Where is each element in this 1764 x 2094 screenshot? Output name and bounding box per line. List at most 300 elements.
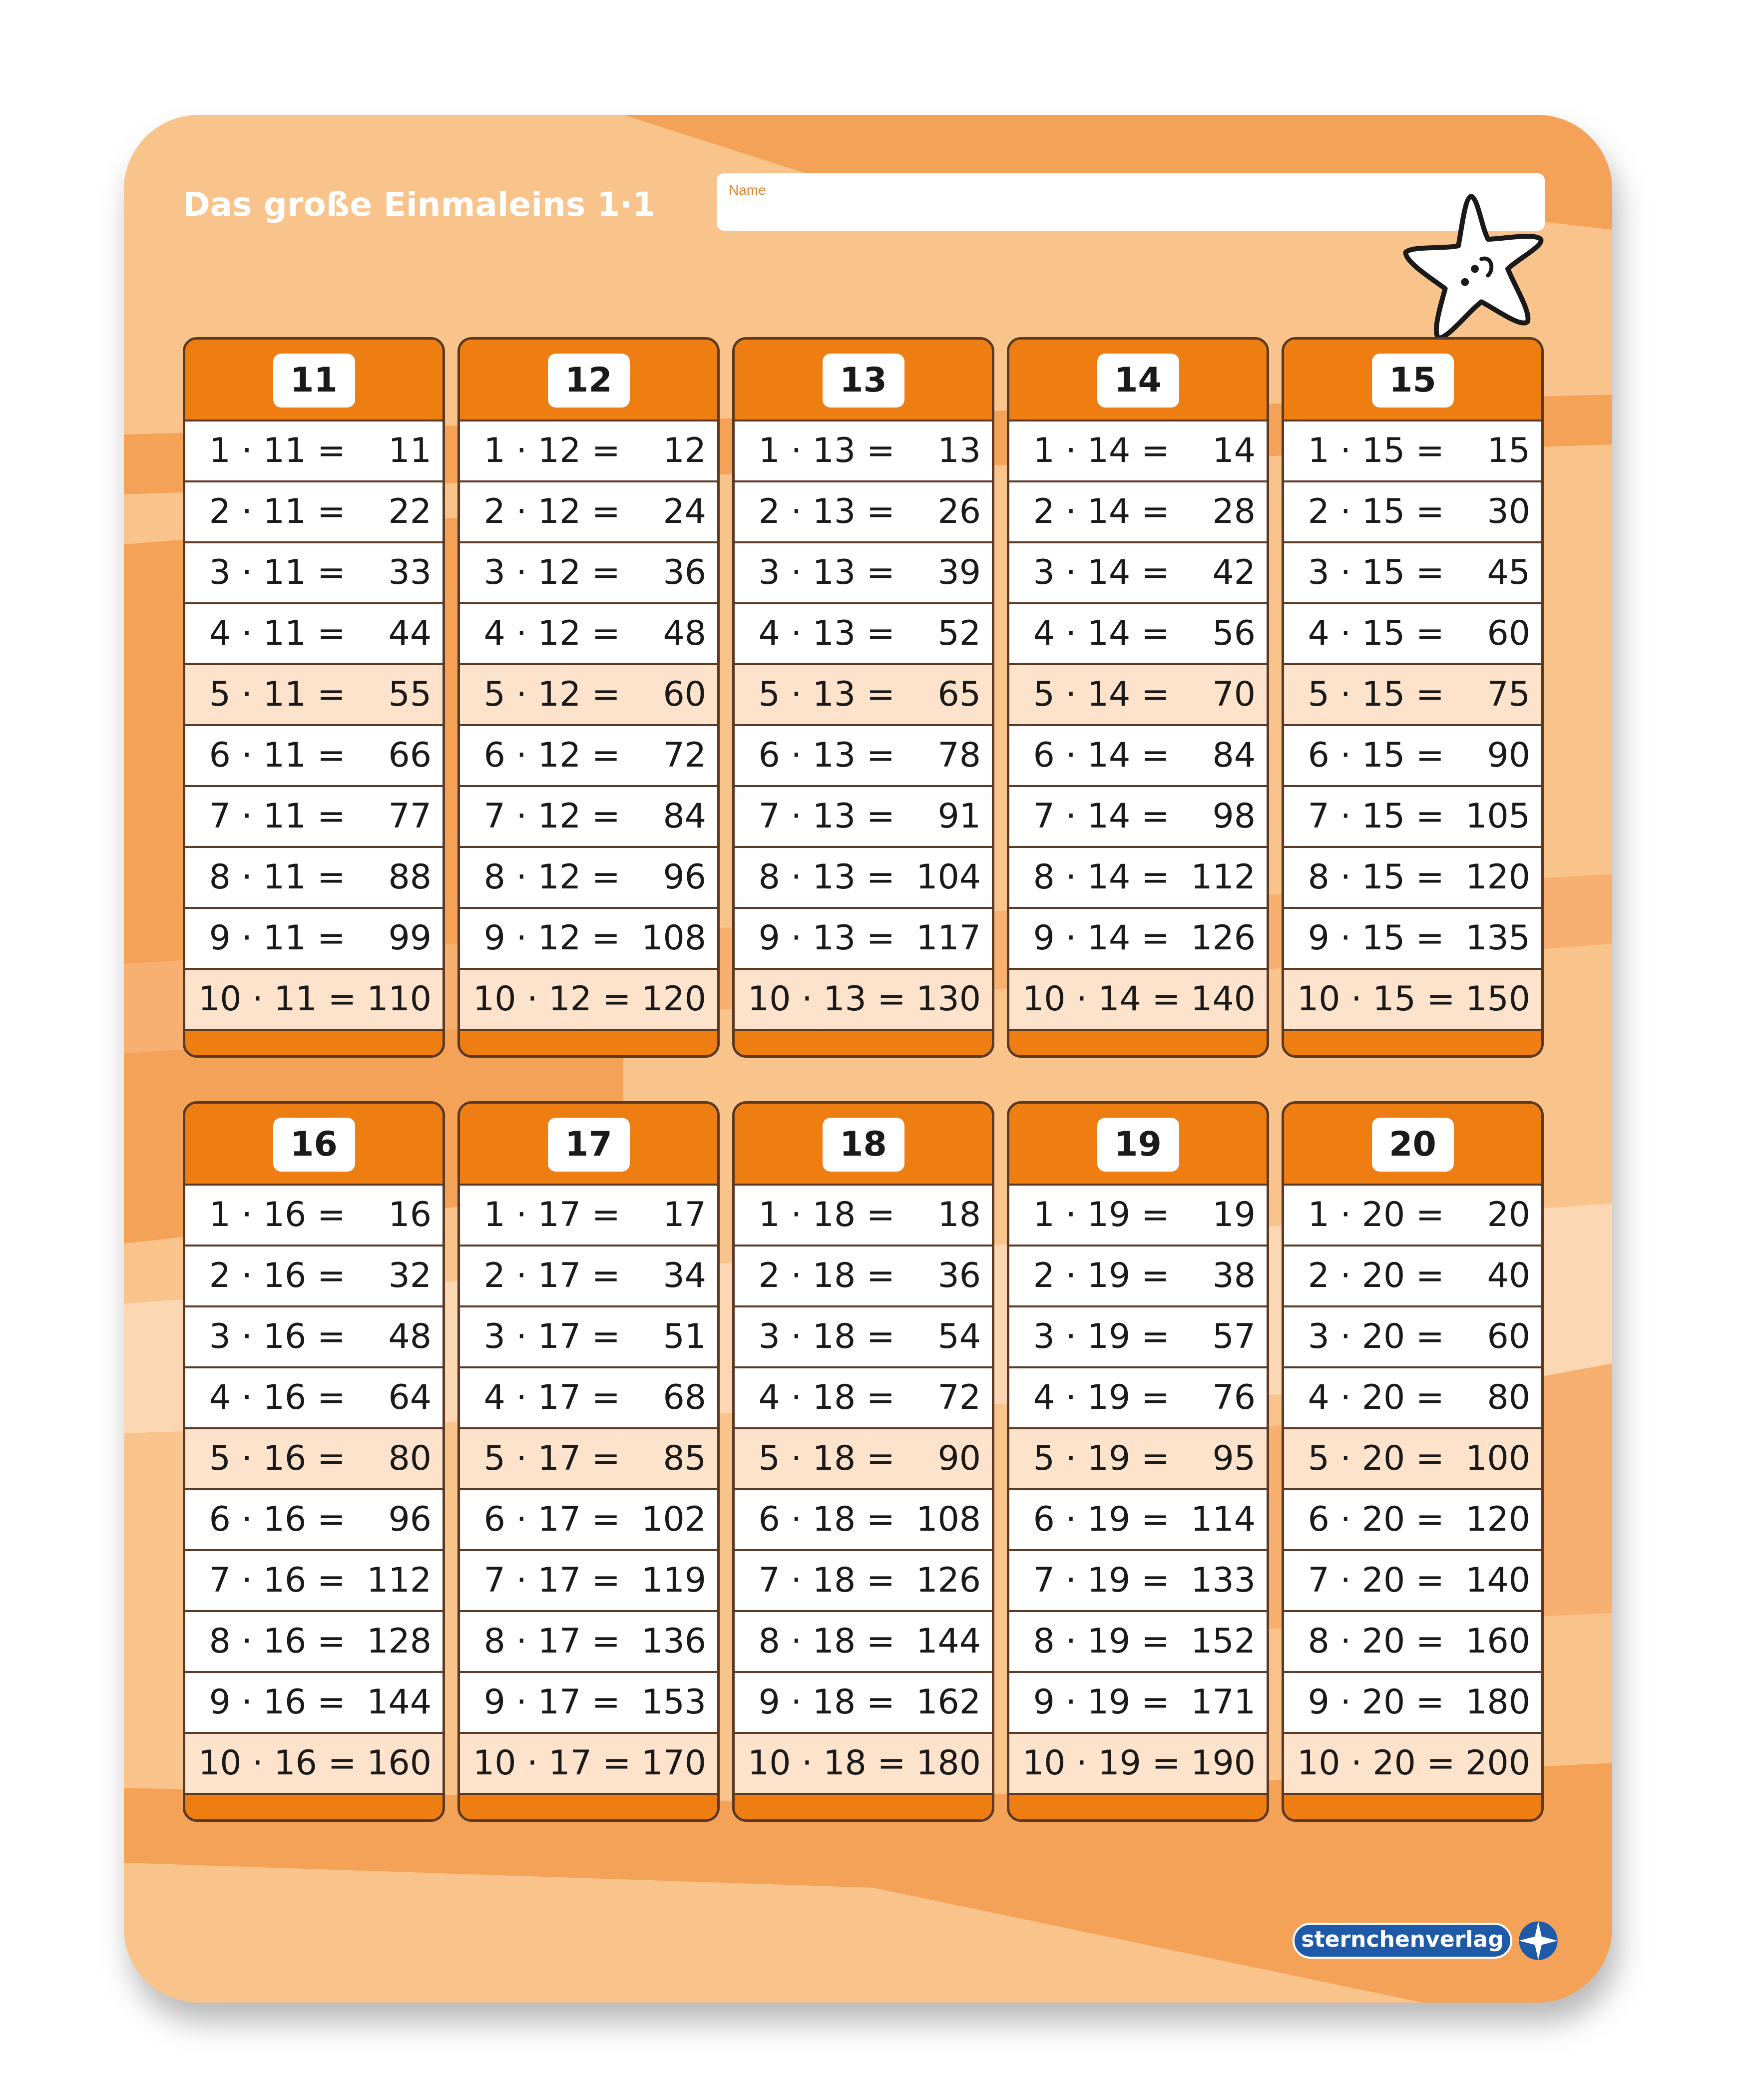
equation: 1 · 20 = <box>1297 1195 1444 1235</box>
equation: 1 · 17 = <box>473 1195 620 1235</box>
equation: 5 · 16 = <box>198 1439 346 1478</box>
result: 117 <box>916 918 981 958</box>
table-row <box>460 480 717 541</box>
result: 60 <box>1487 614 1530 653</box>
equation: 3 · 19 = <box>1022 1317 1170 1356</box>
equation: 3 · 17 = <box>473 1317 620 1356</box>
table-row <box>460 1245 717 1305</box>
table-row <box>735 724 992 785</box>
result: 120 <box>1465 1500 1530 1539</box>
table-row <box>1009 1184 1267 1245</box>
result: 108 <box>641 918 706 958</box>
table-row <box>735 1245 992 1305</box>
table-row <box>1284 968 1541 1029</box>
card-bottom-line <box>1284 1029 1541 1031</box>
equation: 8 · 18 = <box>748 1622 895 1661</box>
equation: 7 · 17 = <box>473 1561 620 1600</box>
equation: 10 · 20 = <box>1297 1743 1455 1783</box>
table-card-header <box>460 340 717 419</box>
equation: 2 · 13 = <box>748 492 895 531</box>
equation: 6 · 20 = <box>1297 1500 1444 1539</box>
table-number-label: 13 <box>823 354 904 408</box>
equation: 9 · 18 = <box>748 1682 895 1722</box>
table-row <box>460 1671 717 1732</box>
table-row <box>460 785 717 846</box>
equation: 6 · 17 = <box>473 1500 620 1539</box>
table-row <box>460 907 717 968</box>
table-rows <box>735 1184 992 1793</box>
result: 30 <box>1487 492 1530 531</box>
table-row <box>1009 541 1267 602</box>
equation: 9 · 20 = <box>1297 1682 1444 1722</box>
result: 19 <box>1212 1195 1256 1235</box>
table-row <box>460 1610 717 1671</box>
table-row <box>735 846 992 907</box>
table-row <box>1284 1184 1541 1245</box>
result: 14 <box>1212 431 1256 470</box>
table-card-header <box>1009 1104 1267 1184</box>
equation: 7 · 19 = <box>1022 1561 1170 1600</box>
result: 104 <box>916 857 981 897</box>
equation: 10 · 12 = <box>473 979 631 1019</box>
result: 51 <box>663 1317 706 1356</box>
table-number-label: 18 <box>823 1118 904 1172</box>
table-row <box>460 1184 717 1245</box>
table-row <box>460 1305 717 1366</box>
table-card-header <box>185 1104 442 1184</box>
equation: 2 · 16 = <box>198 1256 346 1295</box>
table-row <box>460 663 717 724</box>
equation: 3 · 20 = <box>1297 1317 1444 1356</box>
result: 64 <box>388 1378 432 1417</box>
equation: 3 · 16 = <box>198 1317 346 1356</box>
equation: 6 · 14 = <box>1022 736 1170 775</box>
equation: 2 · 14 = <box>1022 492 1170 531</box>
starfish-icon <box>1392 190 1557 355</box>
result: 144 <box>916 1622 981 1661</box>
result: 36 <box>937 1256 981 1295</box>
result: 190 <box>1191 1743 1256 1783</box>
card-bottom-line <box>460 1793 717 1795</box>
table-row <box>1284 1245 1541 1305</box>
table-card-17 <box>457 1101 720 1822</box>
table-row <box>735 1610 992 1671</box>
table-card-header <box>735 340 992 419</box>
equation: 7 · 20 = <box>1297 1561 1444 1600</box>
result: 36 <box>663 553 706 592</box>
equation: 9 · 16 = <box>198 1682 346 1722</box>
equation: 8 · 12 = <box>473 857 620 897</box>
equation: 4 · 14 = <box>1022 614 1170 653</box>
table-card-13 <box>732 337 994 1058</box>
result: 153 <box>641 1682 706 1722</box>
table-row <box>1284 1610 1541 1671</box>
table-row <box>460 1732 717 1793</box>
table-row <box>185 907 442 968</box>
table-rows <box>1009 1184 1267 1793</box>
equation: 6 · 15 = <box>1297 736 1444 775</box>
result: 40 <box>1487 1256 1530 1295</box>
result: 77 <box>388 797 432 836</box>
equation: 7 · 14 = <box>1022 797 1170 836</box>
result: 18 <box>937 1195 981 1235</box>
result: 80 <box>388 1439 432 1478</box>
equation: 9 · 13 = <box>748 918 895 958</box>
result: 133 <box>1191 1561 1256 1600</box>
equation: 8 · 13 = <box>748 857 895 897</box>
result: 170 <box>641 1743 706 1783</box>
result: 180 <box>916 1743 981 1783</box>
table-row <box>735 663 992 724</box>
card-bottom-line <box>1009 1793 1267 1795</box>
table-rows <box>460 1184 717 1793</box>
result: 96 <box>663 857 706 897</box>
table-row <box>1284 1427 1541 1488</box>
publisher-logo <box>1293 1923 1512 1959</box>
result: 39 <box>937 553 981 592</box>
result: 75 <box>1487 675 1530 714</box>
result: 110 <box>367 979 432 1019</box>
table-row <box>460 1366 717 1427</box>
table-rows <box>460 419 717 1029</box>
result: 120 <box>1465 857 1530 897</box>
result: 152 <box>1191 1622 1256 1661</box>
table-row <box>1009 663 1267 724</box>
table-rows <box>1009 419 1267 1029</box>
table-row <box>185 1488 442 1549</box>
table-row <box>185 1305 442 1366</box>
table-row <box>735 1305 992 1366</box>
table-row <box>460 846 717 907</box>
result: 38 <box>1212 1256 1256 1295</box>
equation: 4 · 13 = <box>748 614 895 653</box>
result: 44 <box>388 614 432 653</box>
equation: 4 · 19 = <box>1022 1378 1170 1417</box>
result: 20 <box>1487 1195 1530 1235</box>
table-row <box>735 1671 992 1732</box>
result: 98 <box>1212 797 1256 836</box>
equation: 2 · 19 = <box>1022 1256 1170 1295</box>
result: 150 <box>1465 979 1530 1019</box>
result: 72 <box>937 1378 981 1417</box>
result: 28 <box>1212 492 1256 531</box>
table-row <box>735 419 992 480</box>
result: 160 <box>1465 1622 1530 1661</box>
result: 42 <box>1212 553 1256 592</box>
table-row <box>185 1610 442 1671</box>
result: 126 <box>1191 918 1256 958</box>
equation: 2 · 15 = <box>1297 492 1444 531</box>
table-number-label: 11 <box>273 354 355 408</box>
equation: 10 · 18 = <box>748 1743 906 1783</box>
result: 70 <box>1212 675 1256 714</box>
table-row <box>1009 1245 1267 1305</box>
table-card-header <box>1284 340 1541 419</box>
table-row <box>1009 1732 1267 1793</box>
result: 13 <box>937 431 981 470</box>
table-row <box>1284 1549 1541 1610</box>
result: 78 <box>937 736 981 775</box>
equation: 1 · 12 = <box>473 431 620 470</box>
result: 17 <box>663 1195 706 1235</box>
result: 105 <box>1465 797 1530 836</box>
table-row <box>735 1732 992 1793</box>
equation: 8 · 17 = <box>473 1622 620 1661</box>
table-rows <box>1284 419 1541 1029</box>
table-row <box>1009 602 1267 663</box>
result: 16 <box>388 1195 432 1235</box>
equation: 3 · 14 = <box>1022 553 1170 592</box>
result: 136 <box>641 1622 706 1661</box>
table-row <box>1009 1427 1267 1488</box>
table-row <box>1009 1549 1267 1610</box>
result: 68 <box>663 1378 706 1417</box>
table-row <box>1284 1732 1541 1793</box>
table-card-header <box>1284 1104 1541 1184</box>
result: 84 <box>1212 736 1256 775</box>
result: 33 <box>388 553 432 592</box>
table-row <box>1284 907 1541 968</box>
equation: 10 · 19 = <box>1022 1743 1181 1783</box>
equation: 9 · 14 = <box>1022 918 1170 958</box>
equation: 9 · 15 = <box>1297 918 1444 958</box>
result: 162 <box>916 1682 981 1722</box>
table-row <box>1284 663 1541 724</box>
table-card-14 <box>1007 337 1269 1058</box>
equation: 4 · 16 = <box>198 1378 346 1417</box>
result: 130 <box>916 979 981 1019</box>
equation: 5 · 19 = <box>1022 1439 1170 1478</box>
result: 55 <box>388 675 432 714</box>
table-row <box>185 541 442 602</box>
equation: 1 · 19 = <box>1022 1195 1170 1235</box>
table-card-12 <box>457 337 720 1058</box>
result: 144 <box>367 1682 432 1722</box>
result: 140 <box>1191 979 1256 1019</box>
card-bottom-line <box>735 1793 992 1795</box>
table-row <box>185 419 442 480</box>
table-card-header <box>735 1104 992 1184</box>
equation: 1 · 11 = <box>198 431 346 470</box>
result: 95 <box>1212 1439 1256 1478</box>
equation: 7 · 16 = <box>198 1561 346 1600</box>
equation: 5 · 14 = <box>1022 675 1170 714</box>
result: 90 <box>937 1439 981 1478</box>
result: 120 <box>641 979 706 1019</box>
result: 48 <box>663 614 706 653</box>
equation: 9 · 11 = <box>198 918 346 958</box>
equation: 4 · 17 = <box>473 1378 620 1417</box>
equation: 3 · 15 = <box>1297 553 1444 592</box>
publisher-name: sternchenverlag <box>1301 1927 1504 1952</box>
equation: 5 · 17 = <box>473 1439 620 1478</box>
card-bottom-line <box>1284 1793 1541 1795</box>
table-number-label: 12 <box>548 354 630 408</box>
result: 84 <box>663 797 706 836</box>
table-row <box>1009 785 1267 846</box>
table-card-15 <box>1282 337 1544 1058</box>
table-row <box>735 1366 992 1427</box>
star-icon <box>1517 1920 1559 1962</box>
table-row <box>460 1488 717 1549</box>
result: 171 <box>1191 1682 1256 1722</box>
equation: 2 · 11 = <box>198 492 346 531</box>
table-row <box>1284 1671 1541 1732</box>
table-row <box>185 1427 442 1488</box>
table-row <box>185 785 442 846</box>
table-card-16 <box>183 1101 445 1822</box>
equation: 10 · 17 = <box>473 1743 631 1783</box>
table-number-label: 17 <box>548 1118 630 1172</box>
table-row <box>1009 419 1267 480</box>
table-row <box>1009 724 1267 785</box>
table-number-label: 19 <box>1097 1118 1179 1172</box>
result: 112 <box>1191 857 1256 897</box>
table-row <box>1009 846 1267 907</box>
table-row <box>460 968 717 1029</box>
card-bottom-line <box>185 1029 442 1031</box>
result: 126 <box>916 1561 981 1600</box>
equation: 8 · 16 = <box>198 1622 346 1661</box>
table-row <box>1284 1488 1541 1549</box>
equation: 1 · 14 = <box>1022 431 1170 470</box>
table-row <box>185 968 442 1029</box>
table-row <box>460 724 717 785</box>
equation: 5 · 12 = <box>473 675 620 714</box>
table-row <box>735 1427 992 1488</box>
table-card-20 <box>1282 1101 1544 1822</box>
table-row <box>735 1488 992 1549</box>
table-row <box>735 1184 992 1245</box>
equation: 1 · 15 = <box>1297 431 1444 470</box>
equation: 7 · 15 = <box>1297 797 1444 836</box>
table-row <box>1009 1366 1267 1427</box>
equation: 3 · 13 = <box>748 553 895 592</box>
result: 65 <box>937 675 981 714</box>
table-row <box>735 541 992 602</box>
table-row <box>1284 480 1541 541</box>
table-row <box>1284 724 1541 785</box>
table-row <box>1284 1305 1541 1366</box>
result: 76 <box>1212 1378 1256 1417</box>
equation: 2 · 12 = <box>473 492 620 531</box>
result: 112 <box>367 1561 432 1600</box>
card-bottom-line <box>460 1029 717 1031</box>
result: 57 <box>1212 1317 1256 1356</box>
result: 26 <box>937 492 981 531</box>
equation: 5 · 20 = <box>1297 1439 1444 1478</box>
table-row <box>735 785 992 846</box>
result: 48 <box>388 1317 432 1356</box>
result: 60 <box>663 675 706 714</box>
equation: 1 · 18 = <box>748 1195 895 1235</box>
result: 128 <box>367 1622 432 1661</box>
equation: 8 · 19 = <box>1022 1622 1170 1661</box>
equation: 9 · 17 = <box>473 1682 620 1722</box>
result: 91 <box>937 797 981 836</box>
table-row <box>1284 541 1541 602</box>
table-card-header <box>460 1104 717 1184</box>
equation: 2 · 20 = <box>1297 1256 1444 1295</box>
table-row <box>185 1671 442 1732</box>
equation: 10 · 13 = <box>748 979 906 1019</box>
result: 108 <box>916 1500 981 1539</box>
table-row <box>460 419 717 480</box>
result: 66 <box>388 736 432 775</box>
result: 140 <box>1465 1561 1530 1600</box>
equation: 4 · 12 = <box>473 614 620 653</box>
equation: 1 · 16 = <box>198 1195 346 1235</box>
card-bottom-line <box>185 1793 442 1795</box>
result: 24 <box>663 492 706 531</box>
result: 99 <box>388 918 432 958</box>
table-card-19 <box>1007 1101 1269 1822</box>
table-row <box>1009 907 1267 968</box>
table-rows <box>735 419 992 1029</box>
page-title: Das große Einmaleins 1·1 <box>183 185 656 224</box>
table-row <box>185 602 442 663</box>
equation: 4 · 20 = <box>1297 1378 1444 1417</box>
table-row <box>460 1549 717 1610</box>
result: 90 <box>1487 736 1530 775</box>
equation: 6 · 12 = <box>473 736 620 775</box>
table-number-label: 20 <box>1372 1118 1454 1172</box>
table-row <box>185 1184 442 1245</box>
table-row <box>1284 602 1541 663</box>
result: 45 <box>1487 553 1530 592</box>
equation: 2 · 17 = <box>473 1256 620 1295</box>
result: 15 <box>1487 431 1530 470</box>
table-row <box>1009 968 1267 1029</box>
equation: 10 · 11 = <box>198 979 357 1019</box>
table-row <box>1009 1610 1267 1671</box>
equation: 5 · 11 = <box>198 675 346 714</box>
result: 56 <box>1212 614 1256 653</box>
result: 200 <box>1465 1743 1530 1783</box>
table-row <box>735 968 992 1029</box>
table-card-header <box>1009 340 1267 419</box>
equation: 7 · 13 = <box>748 797 895 836</box>
equation: 7 · 12 = <box>473 797 620 836</box>
result: 88 <box>388 857 432 897</box>
table-rows <box>185 1184 442 1793</box>
result: 180 <box>1465 1682 1530 1722</box>
equation: 8 · 20 = <box>1297 1622 1444 1661</box>
result: 22 <box>388 492 432 531</box>
result: 34 <box>663 1256 706 1295</box>
table-number-label: 16 <box>273 1118 355 1172</box>
result: 100 <box>1465 1439 1530 1478</box>
result: 80 <box>1487 1378 1530 1417</box>
equation: 3 · 18 = <box>748 1317 895 1356</box>
result: 32 <box>388 1256 432 1295</box>
equation: 9 · 12 = <box>473 918 620 958</box>
result: 119 <box>641 1561 706 1600</box>
table-row <box>185 1245 442 1305</box>
table-card-18 <box>732 1101 994 1822</box>
equation: 5 · 18 = <box>748 1439 895 1478</box>
result: 72 <box>663 736 706 775</box>
multiplication-board <box>124 115 1612 2003</box>
result: 102 <box>641 1500 706 1539</box>
equation: 4 · 15 = <box>1297 614 1444 653</box>
result: 60 <box>1487 1317 1530 1356</box>
equation: 10 · 16 = <box>198 1743 357 1783</box>
table-row <box>460 1427 717 1488</box>
table-row <box>185 1732 442 1793</box>
result: 160 <box>367 1743 432 1783</box>
table-row <box>1284 1366 1541 1427</box>
